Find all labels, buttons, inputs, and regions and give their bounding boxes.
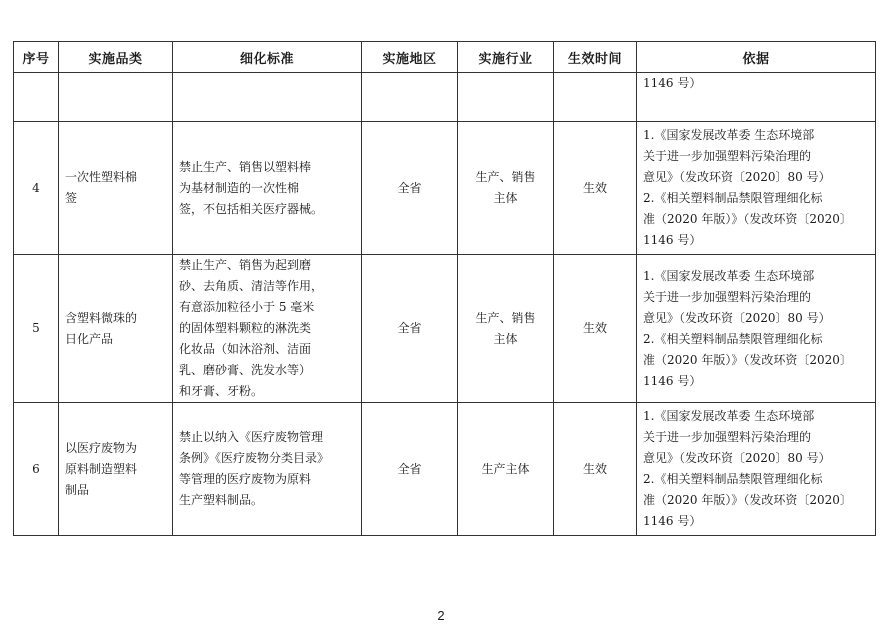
category-line: 制品 xyxy=(65,482,90,497)
basis-line: 1146 号） xyxy=(643,373,702,388)
page-number: 2 xyxy=(437,608,445,623)
basis-cell xyxy=(637,403,876,536)
standard-line: 生产塑料制品。 xyxy=(179,493,264,507)
region-cell: 全省 xyxy=(362,403,458,536)
category-cell xyxy=(59,403,173,536)
category-line: 原料制造塑料 xyxy=(65,461,138,476)
table-row xyxy=(14,255,876,403)
header-effective-time: 生效时间 xyxy=(554,42,637,73)
category-line: 以医疗废物为 xyxy=(65,440,138,455)
cont-category-cell xyxy=(59,73,173,122)
effective-cell: 生效 xyxy=(554,255,637,403)
basis-line: 1146 号） xyxy=(643,76,702,90)
basis-cell xyxy=(637,255,876,403)
table-row-continuation xyxy=(14,73,876,122)
industry-line: 生产、销售 xyxy=(475,310,536,325)
basis-line: 意见》（发改环资〔2020〕80 号） xyxy=(643,310,831,325)
basis-line: 准（2020 年版）》（发改环资〔2020〕 xyxy=(643,493,852,507)
serial-number-cell: 6 xyxy=(14,403,59,536)
serial-number-cell: 5 xyxy=(14,255,59,403)
effective-cell: 生效 xyxy=(554,403,637,536)
policy-table xyxy=(13,41,876,536)
basis-line: 1.《国家发展改革委 生态环境部 xyxy=(643,409,815,423)
cont-basis-cell xyxy=(637,73,876,122)
basis-line: 意见》（发改环资〔2020〕80 号） xyxy=(643,451,831,465)
header-category: 实施品类 xyxy=(59,42,173,73)
standard-line: 禁止以纳入《医疗废物管理 xyxy=(179,430,324,444)
category-line: 日化产品 xyxy=(65,331,114,346)
cont-serial-cell xyxy=(14,73,59,122)
header-row xyxy=(14,42,876,73)
standard-line: 化妆品（如沐浴剂、洁面 xyxy=(179,342,312,356)
standard-line: 禁止生产、销售为起到磨 xyxy=(179,258,312,272)
standard-line: 签，不包括相关医疗器械。 xyxy=(179,201,324,216)
basis-line: 准（2020 年版）》（发改环资〔2020〕 xyxy=(643,212,852,226)
standard-line: 等管理的医疗废物为原料 xyxy=(179,472,312,486)
basis-line: 1146 号） xyxy=(643,233,702,247)
header-standard: 细化标准 xyxy=(173,42,362,73)
effective-cell: 生效 xyxy=(554,122,637,255)
industry-cell xyxy=(458,403,554,536)
industry-cell xyxy=(458,122,554,255)
standard-cell xyxy=(173,255,362,403)
industry-cell xyxy=(458,255,554,403)
header-industry: 实施行业 xyxy=(458,42,554,73)
table-row xyxy=(14,403,876,536)
serial-number-cell: 4 xyxy=(14,122,59,255)
standard-line: 有意添加粒径小于 5 毫米 xyxy=(179,300,315,314)
table-row xyxy=(14,122,876,255)
header-serial-number: 序号 xyxy=(14,42,59,73)
standard-line: 禁止生产、销售以塑料棒 xyxy=(179,159,312,174)
standard-line: 条例》《医疗废物分类目录》 xyxy=(179,451,330,465)
basis-cell xyxy=(637,122,876,255)
basis-line: 准（2020 年版）》（发改环资〔2020〕 xyxy=(643,352,852,367)
industry-line: 主体 xyxy=(493,191,518,205)
basis-line: 关于进一步加强塑料污染治理的 xyxy=(643,289,812,304)
basis-line: 2.《相关塑料制品禁限管理细化标 xyxy=(643,191,823,205)
basis-line: 关于进一步加强塑料污染治理的 xyxy=(643,149,812,163)
region-cell: 全省 xyxy=(362,122,458,255)
header-region: 实施地区 xyxy=(362,42,458,73)
basis-line: 1146 号） xyxy=(643,514,702,528)
standard-line: 乳、磨砂膏、洗发水等） xyxy=(179,363,312,377)
basis-line: 2.《相关塑料制品禁限管理细化标 xyxy=(643,331,823,346)
basis-line: 关于进一步加强塑料污染治理的 xyxy=(643,430,812,444)
category-cell xyxy=(59,122,173,255)
basis-line: 2.《相关塑料制品禁限管理细化标 xyxy=(643,472,823,486)
cont-region-cell xyxy=(362,73,458,122)
basis-line: 1.《国家发展改革委 生态环境部 xyxy=(643,128,815,142)
industry-line: 主体 xyxy=(493,331,518,346)
standard-line: 砂、去角质、清洁等作用， xyxy=(179,279,324,293)
category-line: 一次性塑料棉 xyxy=(65,170,138,184)
basis-line: 意见》（发改环资〔2020〕80 号） xyxy=(643,170,831,184)
category-line: 含塑料微珠的 xyxy=(65,310,138,325)
standard-line: 和牙膏、牙粉。 xyxy=(179,384,264,398)
category-line: 签 xyxy=(65,191,78,205)
standard-line: 的固体塑料颗粒的淋洗类 xyxy=(179,321,312,335)
industry-line: 生产、销售 xyxy=(475,170,536,184)
basis-line: 1.《国家发展改革委 生态环境部 xyxy=(643,268,815,283)
industry-line: 生产主体 xyxy=(481,461,530,476)
category-cell xyxy=(59,255,173,403)
region-cell: 全省 xyxy=(362,255,458,403)
standard-cell xyxy=(173,403,362,536)
standard-cell xyxy=(173,122,362,255)
cont-industry-cell xyxy=(458,73,554,122)
header-basis: 依据 xyxy=(637,42,876,73)
cont-effective-cell xyxy=(554,73,637,122)
standard-line: 为基材制造的一次性棉 xyxy=(179,180,300,195)
cont-standard-cell xyxy=(173,73,362,122)
